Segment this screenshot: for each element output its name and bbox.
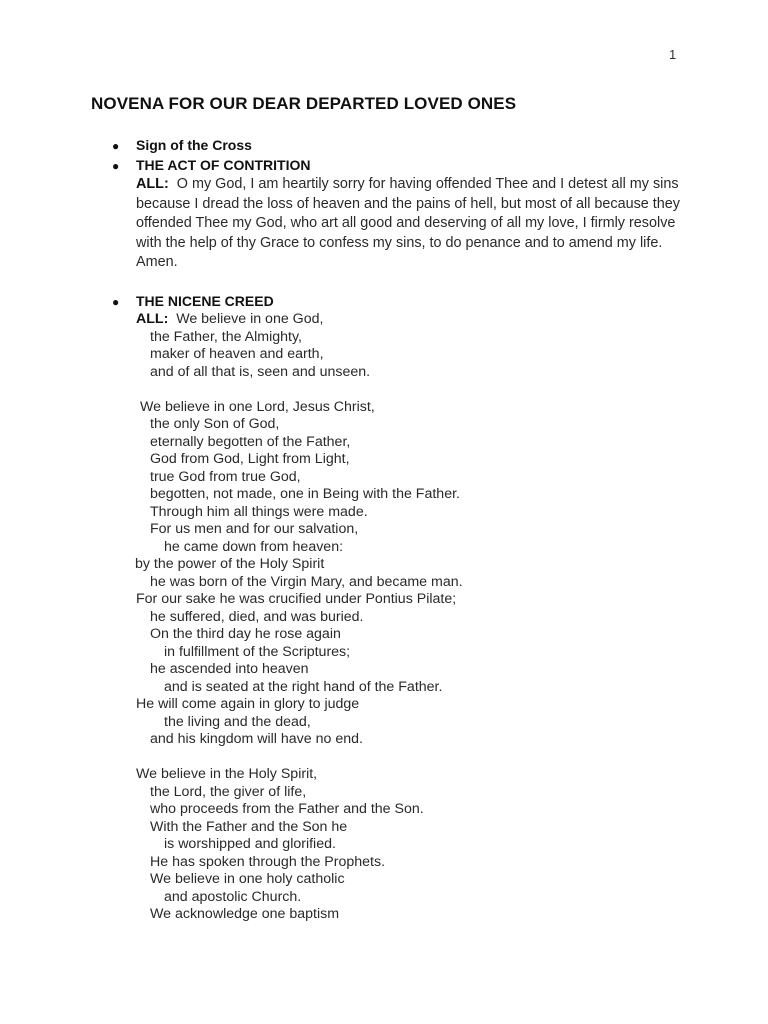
creed-line: and apostolic Church.	[164, 888, 302, 905]
contrition-text: O my God, I am heartily sorry for having offended Thee and I detest all my sins because I dread the loss of heaven and the pains of hell, but most of all because they offended Thee my God, who art all good and deserving of all my love, I firmly resolve with the help of thy Grace to confess my sins, to do penance and to amend my life. Amen.	[136, 176, 681, 270]
creed-line: We believe in one holy catholic	[150, 871, 345, 887]
creed-line: We believe in one Lord, Jesus Christ,	[140, 398, 375, 415]
bullet-icon: ●	[112, 159, 120, 173]
creed-line: by the power of the Holy Spirit	[135, 556, 325, 572]
creed-line: God from God, Light from Light,	[150, 451, 350, 467]
creed-line: he ascended into heaven	[150, 661, 309, 677]
creed-line: and his kingdom will have no end.	[150, 731, 363, 747]
contrition-prayer	[136, 175, 681, 273]
creed-line: For our sake he was crucified under Pontius Pilate;	[136, 591, 457, 607]
creed-line: We believe in the Holy Spirit,	[136, 766, 318, 782]
creed-line: Through him all things were made.	[150, 503, 368, 520]
creed-line: in fulfillment of the Scriptures;	[164, 643, 351, 660]
creed-line: We acknowledge one baptism	[150, 906, 340, 922]
creed-line: the living and the dead,	[164, 713, 311, 730]
nicene-creed-text	[136, 311, 681, 924]
creed-line: With the Father and the Son he	[150, 818, 348, 835]
bullet-icon: ●	[112, 139, 120, 153]
stanza-gap	[136, 749, 681, 767]
bullet-icon: ●	[112, 295, 120, 309]
heading-act-of-contrition: THE ACT OF CONTRITION	[136, 157, 311, 173]
creed-line: the Father, the Almighty,	[150, 328, 302, 345]
creed-line: and of all that is, seen and unseen.	[150, 363, 371, 380]
stanza-gap	[136, 381, 681, 399]
creed-line: eternally begotten of the Father,	[150, 433, 351, 450]
creed-line: maker of heaven and earth,	[150, 346, 324, 362]
creed-line: true God from true God,	[150, 468, 301, 485]
creed-line: is worshipped and glorified.	[164, 836, 336, 852]
creed-line: he was born of the Virgin Mary, and became man.	[150, 573, 463, 590]
creed-line: he came down from heaven:	[164, 538, 344, 555]
creed-line: who proceeds from the Father and the Son.	[150, 801, 424, 817]
heading-nicene-creed: THE NICENE CREED	[136, 293, 274, 309]
creed-line: He will come again in glory to judge	[136, 696, 360, 712]
heading-sign-of-the-cross: Sign of the Cross	[136, 137, 252, 153]
creed-line: For us men and for our salvation,	[150, 521, 359, 537]
all-label: ALL:	[136, 311, 169, 327]
creed-line: He has spoken through the Prophets.	[150, 853, 386, 870]
creed-line: the only Son of God,	[150, 416, 280, 432]
creed-line: We believe in one God,	[176, 311, 324, 327]
creed-line: the Lord, the giver of life,	[150, 783, 307, 800]
page-number: 1	[669, 47, 677, 62]
page-title: NOVENA FOR OUR DEAR DEPARTED LOVED ONES	[91, 94, 517, 113]
creed-line: and is seated at the right hand of the Father.	[164, 678, 443, 695]
creed-line: he suffered, died, and was buried.	[150, 608, 364, 625]
all-label: ALL:	[136, 176, 169, 192]
creed-line: begotten, not made, one in Being with the Father.	[150, 486, 460, 502]
creed-line: On the third day he rose again	[150, 626, 341, 642]
